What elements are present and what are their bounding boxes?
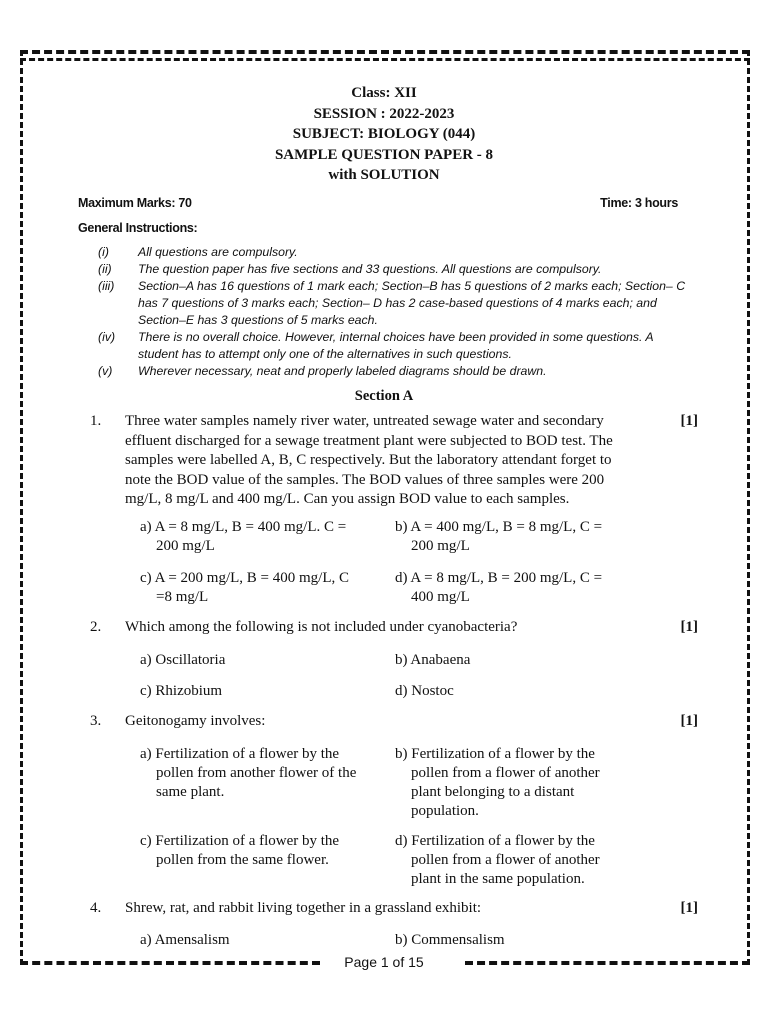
option-text: b) Fertilization of a flower by the (395, 746, 595, 762)
class-line: Class: XII (351, 85, 417, 101)
question-2 (90, 618, 710, 638)
border-right (747, 50, 750, 965)
question-text: Shrew, rat, and rabbit living together in a grassland exhibit: (125, 900, 482, 916)
time-allowed: Time: 3 hours (600, 196, 678, 210)
paper-line: SAMPLE QUESTION PAPER - 8 (274, 146, 494, 163)
instruction-text: Section–A has 16 questions of 1 mark each; Section–B has 5 questions of 2 marks each; Section– C has 7 questions of 3 marks each; Section– D has 2 case-based questions of 4 marks each; and Section–E has 3 questions of 5 marks each. (138, 279, 686, 327)
option-d (395, 832, 625, 889)
paper-header (0, 83, 768, 186)
question-marks: [1] (680, 619, 698, 635)
max-marks: Maximum Marks: 70 (78, 196, 192, 210)
question-3 (90, 712, 710, 732)
option-text: d) Nostoc (395, 683, 454, 699)
instruction-item (98, 363, 688, 380)
meta-row (78, 196, 678, 210)
option-text: 200 mg/L (411, 538, 470, 554)
option-text: pollen from a flower of another plant in the same population. (411, 852, 600, 887)
option-a (140, 745, 370, 802)
option-text: pollen from a flower of another plant belonging to a distant population. (411, 765, 600, 819)
option-b (395, 745, 625, 821)
question-number: 3. (90, 713, 102, 729)
instruction-text: All questions are compulsory. (138, 245, 298, 259)
option-text: c) Fertilization of a flower by the (140, 833, 340, 849)
option-b (395, 931, 640, 950)
instruction-item (98, 278, 688, 329)
option-a (140, 651, 385, 670)
instructions-list (98, 244, 688, 380)
option-text: b) Commensalism (395, 932, 505, 948)
question-1 (90, 412, 710, 510)
question-text: Geitonogamy involves: (125, 713, 266, 729)
instruction-item (98, 329, 688, 363)
instructions-title: General Instructions: (78, 221, 198, 235)
instruction-text: The question paper has five sections and 33 questions. All questions are compulsory. (138, 262, 602, 276)
option-text: b) Anabaena (395, 652, 471, 668)
instruction-num: (ii) (98, 262, 112, 276)
option-text: a) A = 8 mg/L, B = 400 mg/L. C = (140, 519, 347, 535)
option-text: a) Amensalism (140, 932, 230, 948)
question-text: Three water samples namely river water, untreated sewage water and secondary effluent discharged for a sewage treatment plant were subjected to BOD test. The samples were labelled A, B, C respectively. But the laboratory attendant forget to note the BOD value of the samples. The BOD values of three samples were 200 mg/L, 8 mg/L and 400 mg/L. Can you assign BOD value to each samples. (125, 413, 613, 507)
border-left (20, 50, 23, 965)
option-c (140, 832, 370, 870)
instruction-item (98, 261, 688, 278)
option-c (140, 569, 385, 607)
question-number: 1. (90, 413, 102, 429)
instruction-num: (iv) (98, 330, 116, 344)
option-b (395, 651, 640, 670)
option-text: 200 mg/L (156, 538, 215, 554)
question-marks: [1] (680, 900, 698, 916)
option-a (140, 518, 385, 556)
option-c (140, 682, 385, 701)
option-d (395, 682, 640, 701)
instruction-num: (v) (98, 364, 113, 378)
question-4 (90, 899, 710, 919)
page-number: Page 1 of 15 (344, 954, 424, 970)
border-top (20, 50, 750, 54)
instruction-text: There is no overall choice. However, internal choices have been provided in some questions. A student has to attempt only one of the alternatives in such questions. (138, 330, 654, 361)
subject-line: SUBJECT: BIOLOGY (044) (292, 126, 476, 142)
question-number: 4. (90, 900, 102, 916)
option-text: d) A = 8 mg/L, B = 200 mg/L, C = (395, 570, 603, 586)
option-text: a) Oscillatoria (140, 652, 226, 668)
instruction-text: Wherever necessary, neat and properly labeled diagrams should be drawn. (138, 364, 547, 378)
option-d (395, 569, 640, 607)
option-a (140, 931, 385, 950)
option-text: pollen from the same flower. (156, 852, 329, 868)
option-text: c) Rhizobium (140, 683, 223, 699)
question-marks: [1] (680, 413, 698, 429)
option-text: b) A = 400 mg/L, B = 8 mg/L, C = (395, 519, 603, 535)
option-text: pollen from another flower of the same plant. (156, 765, 357, 800)
solution-line: with SOLUTION (328, 167, 440, 183)
option-text: a) Fertilization of a flower by the (140, 746, 340, 762)
question-text: Which among the following is not included under cyanobacteria? (125, 619, 518, 635)
section-title: Section A (354, 388, 414, 404)
option-text: =8 mg/L (156, 589, 209, 605)
instruction-item (98, 244, 688, 261)
question-number: 2. (90, 619, 102, 635)
option-text: c) A = 200 mg/L, B = 400 mg/L, C (140, 570, 350, 586)
question-marks: [1] (680, 713, 698, 729)
border-top-inner (20, 58, 750, 61)
instruction-num: (iii) (98, 279, 115, 293)
option-text: d) Fertilization of a flower by the (395, 833, 595, 849)
instruction-num: (i) (98, 245, 109, 259)
option-b (395, 518, 640, 556)
option-text: 400 mg/L (411, 589, 470, 605)
session-line: SESSION : 2022-2023 (313, 105, 455, 122)
